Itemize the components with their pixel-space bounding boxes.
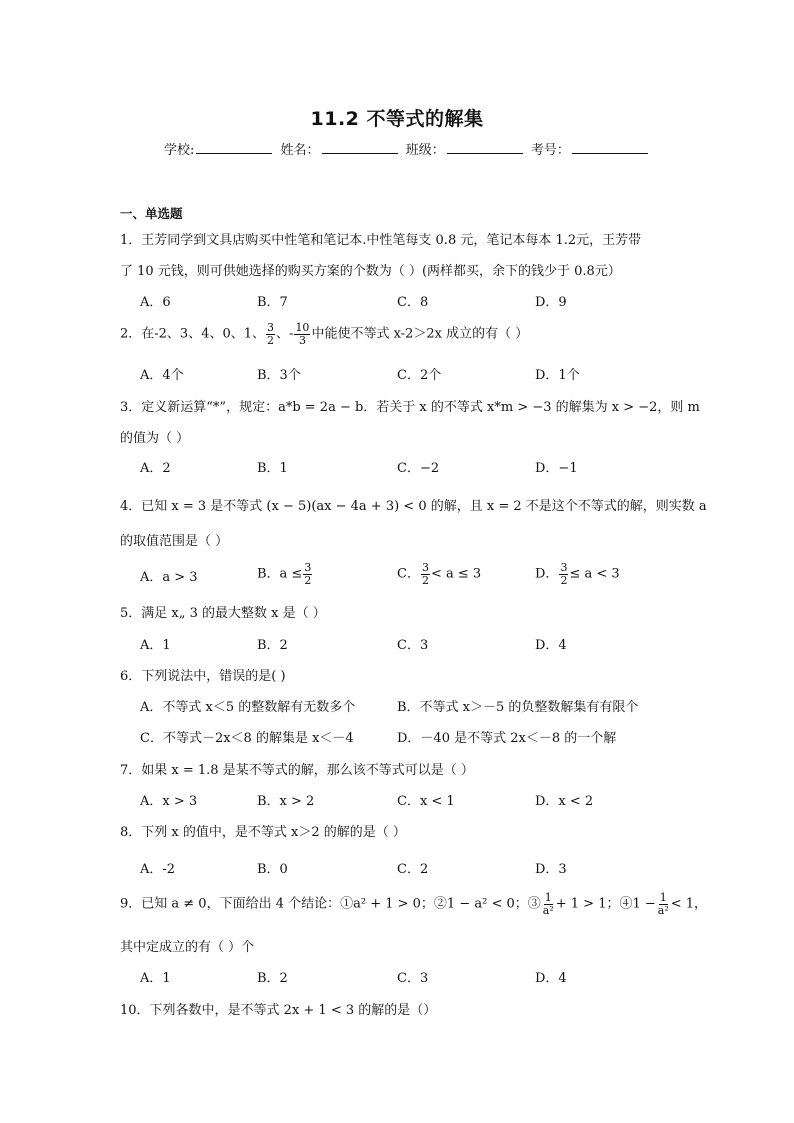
fraction-numerator: 10 [295, 321, 310, 334]
option-b[interactable]: B．x > 2 [257, 794, 315, 809]
question-1-line-2: 了 10 元钱，则可供她选择的购买方案的个数为（ ）(两样都买，余下的钱少于 0.8元） [120, 264, 621, 279]
option-a[interactable]: A．6 [140, 295, 171, 310]
fraction-numerator: 3 [304, 561, 312, 574]
question-2-line-1 [120, 322, 528, 346]
option-a[interactable]: A．2 [140, 461, 171, 476]
question-2-text-pre: 2．在-2、3、4、0、1、 [120, 326, 266, 342]
option-d-text: ≤ a < 3 [569, 566, 620, 582]
question-3-line-1: 3．定义新运算“*”，规定：a*b = 2a − b．若关于 x 的不等式 x*m > −3 的解集为 x > −2，则 m [120, 400, 700, 415]
page-title: 11.2 不等式的解集 [310, 108, 484, 130]
option-c[interactable]: C．−2 [397, 461, 440, 476]
option-c[interactable]: C．2 [397, 862, 429, 877]
separator: 、- [276, 326, 294, 342]
fraction-numerator: 3 [421, 561, 429, 574]
option-c[interactable]: C．不等式－2x＜8 的解集是 x＜－4 [140, 731, 354, 746]
option-a[interactable]: A．-2 [140, 862, 176, 877]
option-a[interactable]: A．不等式 x＜5 的整数解有无数多个 [140, 700, 356, 715]
question-9-line-1 [120, 892, 707, 916]
option-a[interactable]: A．4个 [140, 368, 184, 383]
question-9-line-2: 其中定成立的有（ ）个 [120, 940, 255, 955]
fraction-3-over-2 [421, 562, 430, 586]
question-7-options [140, 790, 700, 810]
option-b[interactable] [257, 562, 313, 586]
name-label: 姓名： [280, 143, 320, 158]
fraction-numerator: 3 [267, 321, 275, 334]
fraction-numerator: 1 [659, 891, 667, 904]
option-b[interactable]: B．7 [257, 295, 288, 310]
question-8-options [140, 858, 700, 878]
option-c-text: < a ≤ 3 [430, 566, 482, 582]
question-9-text-mid: + 1 > 1；④1 − [555, 896, 656, 912]
school-label: 学校: [164, 143, 195, 158]
question-4-options [140, 562, 700, 590]
option-c[interactable]: C．3 [397, 638, 429, 653]
fraction-denominator: 2 [421, 573, 429, 587]
fraction-10-over-3 [294, 322, 310, 346]
question-8-line-1: 8．下列 x 的值中，是不等式 x＞2 的解的是（ ） [120, 825, 406, 840]
fraction-denominator: 2 [267, 333, 275, 347]
question-9-text-pre: 9．已知 a ≠ 0，下面给出 4 个结论：①a² + 1 > 0；②1 − a² < 0；③ [120, 896, 541, 912]
option-d[interactable]: D．－40 是不等式 2x＜－8 的一个解 [397, 731, 617, 746]
question-1-options [140, 291, 700, 311]
question-1-line-1: 1．王芳同学到文具店购买中性笔和笔记本.中性笔每支 0.8 元，笔记本每本 1.2元，王芳带 [120, 233, 642, 248]
fraction-numerator: 1 [544, 891, 552, 904]
question-5-line-1: 5．满足 x„ 3 的最大整数 x 是（ ） [120, 606, 326, 621]
student-info-row [164, 139, 652, 158]
fraction-3-over-2 [266, 322, 275, 346]
fraction-numerator: 3 [560, 561, 568, 574]
option-b[interactable]: B．1 [257, 461, 288, 476]
question-10-line-1: 10．下列各数中，是不等式 2x + 1 < 3 的解的是（） [120, 1003, 437, 1018]
question-6-line-1: 6．下列说法中，错误的是( ) [120, 669, 286, 684]
question-6-options-row-2 [140, 727, 700, 747]
option-d[interactable]: D．1个 [535, 368, 580, 383]
option-c[interactable]: C．2个 [397, 368, 442, 383]
name-blank[interactable] [322, 140, 398, 154]
question-4-line-2: 的取值范围是（ ） [120, 534, 229, 549]
fraction-3-over-2 [303, 562, 312, 586]
option-c[interactable]: C．3 [397, 971, 429, 986]
option-c[interactable]: C．x < 1 [397, 794, 455, 809]
option-d-label: D． [535, 566, 559, 582]
fraction-denominator: 2 [304, 573, 312, 587]
question-7-line-1: 7．如果 x = 1.8 是某不等式的解，那么该不等式可以是（ ） [120, 763, 474, 778]
question-3-line-2: 的值为（ ） [120, 431, 190, 446]
question-5-options [140, 634, 700, 654]
exam-number-label: 考号： [530, 143, 570, 158]
option-a[interactable]: A．x > 3 [140, 794, 198, 809]
fraction-3-over-2 [559, 562, 568, 586]
option-d[interactable]: D．4 [535, 638, 567, 653]
option-d[interactable]: D．−1 [535, 461, 578, 476]
section-heading: 一、单选题 [120, 206, 183, 221]
fraction-1-over-a-squared [657, 892, 670, 916]
fraction-denominator: 2 [560, 573, 568, 587]
option-d[interactable]: D．9 [535, 295, 567, 310]
option-a[interactable]: A．1 [140, 638, 171, 653]
class-blank[interactable] [447, 140, 523, 154]
option-d[interactable]: D．x < 2 [535, 794, 594, 809]
option-b[interactable]: B．不等式 x＞－5 的负整数解集有有限个 [397, 700, 639, 715]
option-a[interactable]: A．1 [140, 971, 171, 986]
exam-number-blank[interactable] [572, 140, 648, 154]
option-b[interactable]: B．3个 [257, 368, 301, 383]
option-b-text: B．a ≤ [257, 566, 303, 582]
fraction-denominator: 3 [298, 333, 306, 347]
option-d[interactable]: D．4 [535, 971, 567, 986]
class-label: 班级： [405, 143, 445, 158]
option-c-label: C． [397, 566, 420, 582]
question-2-text-post: 中能使不等式 x-2＞2x 成立的有（ ） [311, 326, 529, 342]
option-c[interactable]: C．8 [397, 295, 429, 310]
option-b[interactable]: B．2 [257, 638, 288, 653]
option-b[interactable]: B．0 [257, 862, 288, 877]
question-9-options [140, 967, 700, 987]
option-b[interactable]: B．2 [257, 971, 288, 986]
question-4-line-1: 4．已知 x = 3 是不等式 (x − 5)(ax − 4a + 3) < 0 的解，且 x = 2 不是这个不等式的解，则实数 a [120, 499, 707, 514]
fraction-denominator: a² [657, 903, 669, 917]
option-d[interactable] [535, 562, 620, 586]
question-2-options [140, 364, 700, 384]
question-9-text-post: < 1， [670, 896, 708, 912]
fraction-denominator: a² [542, 903, 554, 917]
school-blank[interactable] [196, 140, 272, 154]
option-c[interactable] [397, 562, 481, 586]
option-a[interactable]: A．a > 3 [140, 570, 198, 585]
option-d[interactable]: D．3 [535, 862, 567, 877]
question-6-options-row-1 [140, 696, 700, 716]
fraction-1-over-a-squared [542, 892, 555, 916]
question-3-options [140, 457, 700, 477]
